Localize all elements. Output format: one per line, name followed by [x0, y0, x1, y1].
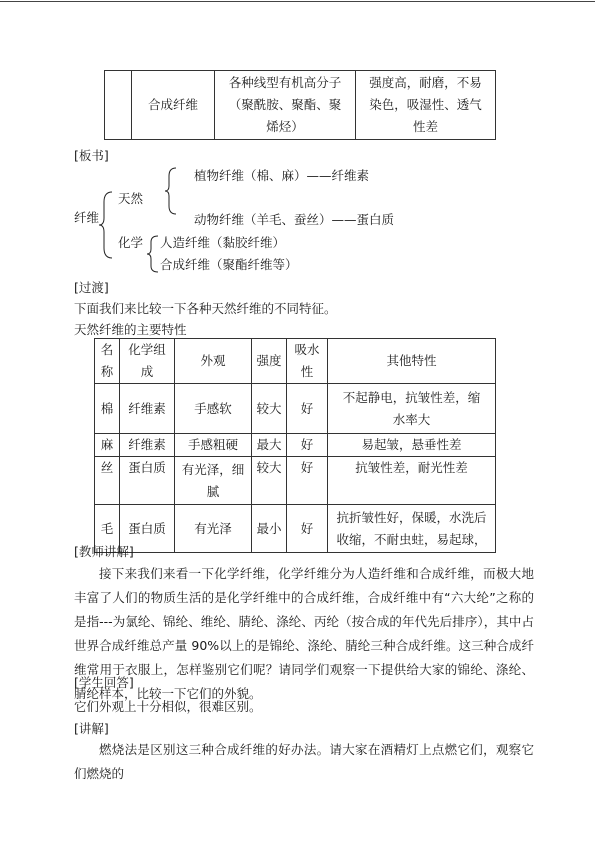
cell-name: 棉 [95, 384, 120, 434]
empty-cell [105, 71, 132, 140]
cell-name: 丝 [95, 457, 120, 505]
cell-strength: 最小 [252, 505, 287, 553]
board-artificial-fiber: 人造纤维（黏胶纤维） [160, 235, 286, 250]
cell-name: 毛 [95, 505, 120, 553]
header-rule [0, 1, 595, 2]
header-name: 名称 [95, 339, 120, 384]
table-row [95, 434, 496, 457]
cell-strength: 较大 [252, 457, 287, 505]
header-composition: 化学组成 [120, 339, 175, 384]
student-heading: [学生回答] [74, 675, 134, 690]
synthetic-fiber-table [104, 70, 496, 140]
board-heading: [板书] [74, 148, 109, 163]
teacher-heading: [教师讲解] [74, 544, 134, 559]
teacher-paragraph: 接下来我们来看一下化学纤维，化学纤维分为人造纤维和合成纤维，而极大地丰富了人们的物质生活的是化学纤维中的合成纤维，合成纤维中有“六大纶”之称的是指---为氯纶、锦纶、维纶、腈纶、涤纶、丙纶（按合成的年代先后排序），其中占世界合成纤维总产量 90%以上的是锦纶、涤纶、腈纶三种合成纤维。这三种合成纤维常用于衣服上，怎样鉴别它们呢？请同学们观察一下提供给大家的锦纶、涤纶、腈纶样本，比较一下它们的外貌。 [74, 566, 534, 701]
cell-other: 易起皱，悬垂性差 [328, 434, 496, 457]
cell-absorbency: 好 [287, 457, 328, 505]
lecture-paragraph: 燃烧法是区别这三种合成纤维的好办法。请大家在酒精灯上点燃它们，观察它们燃烧的 [74, 742, 534, 781]
composition-cell: 各种线型有机高分子（聚酰胺、聚酯、聚烯烃） [215, 71, 356, 140]
board-animal-fiber: 动物纤维（羊毛、蚕丝）——蛋白质 [194, 212, 395, 227]
cell-composition: 纤维素 [120, 384, 175, 434]
cell-strength: 较大 [252, 384, 287, 434]
fiber-name-cell: 合成纤维 [132, 71, 215, 140]
header-strength: 强度 [252, 339, 287, 384]
cell-composition: 纤维素 [120, 434, 175, 457]
brace-main [98, 190, 114, 260]
cell-appearance: 有光泽 [175, 505, 252, 553]
board-synthetic-fiber: 合成纤维（聚酯纤维等） [160, 257, 298, 272]
properties-cell: 强度高，耐磨，不易染色，吸湿性、透气性差 [356, 71, 496, 140]
fiber-table-caption: 天然纤维的主要特性 [74, 322, 187, 337]
cell-appearance: 手感粗硬 [175, 434, 252, 457]
board-chemical: 化学 [118, 235, 144, 250]
brace-chemical [146, 234, 160, 274]
cell-other: 抗折皱性好，保暖，水洗后收缩，不耐虫蛀，易起球， [328, 505, 496, 553]
brace-natural [164, 166, 178, 216]
transition-text: 下面我们来比较一下各种天然纤维的不同特征。 [74, 301, 337, 316]
table-row [105, 71, 496, 140]
board-plant-fiber: 植物纤维（棉、麻）——纤维素 [194, 168, 370, 183]
cell-other: 抗皱性差，耐光性差 [328, 457, 496, 505]
cell-name: 麻 [95, 434, 120, 457]
table-row [95, 505, 496, 553]
table-row [95, 457, 496, 505]
transition-heading: [过渡] [74, 280, 109, 295]
cell-absorbency: 好 [287, 434, 328, 457]
board-natural: 天然 [118, 191, 144, 206]
cell-appearance: 有光泽，细腻 [175, 457, 252, 505]
header-appearance: 外观 [175, 339, 252, 384]
board-root-fiber: 纤维 [74, 210, 100, 225]
cell-strength: 最大 [252, 434, 287, 457]
lecture-heading: [讲解] [74, 721, 109, 736]
cell-composition: 蛋白质 [120, 457, 175, 505]
table-header-row [95, 339, 496, 384]
table-row [95, 384, 496, 434]
cell-other: 不起静电，抗皱性差，缩水率大 [328, 384, 496, 434]
cell-absorbency: 好 [287, 384, 328, 434]
student-answer: 它们外观上十分相似，很难区别。 [74, 699, 262, 714]
natural-fiber-table [94, 338, 496, 553]
cell-appearance: 手感软 [175, 384, 252, 434]
cell-composition: 蛋白质 [120, 505, 175, 553]
cell-absorbency: 好 [287, 505, 328, 553]
header-absorbency: 吸水性 [287, 339, 328, 384]
header-other: 其他特性 [328, 339, 496, 384]
